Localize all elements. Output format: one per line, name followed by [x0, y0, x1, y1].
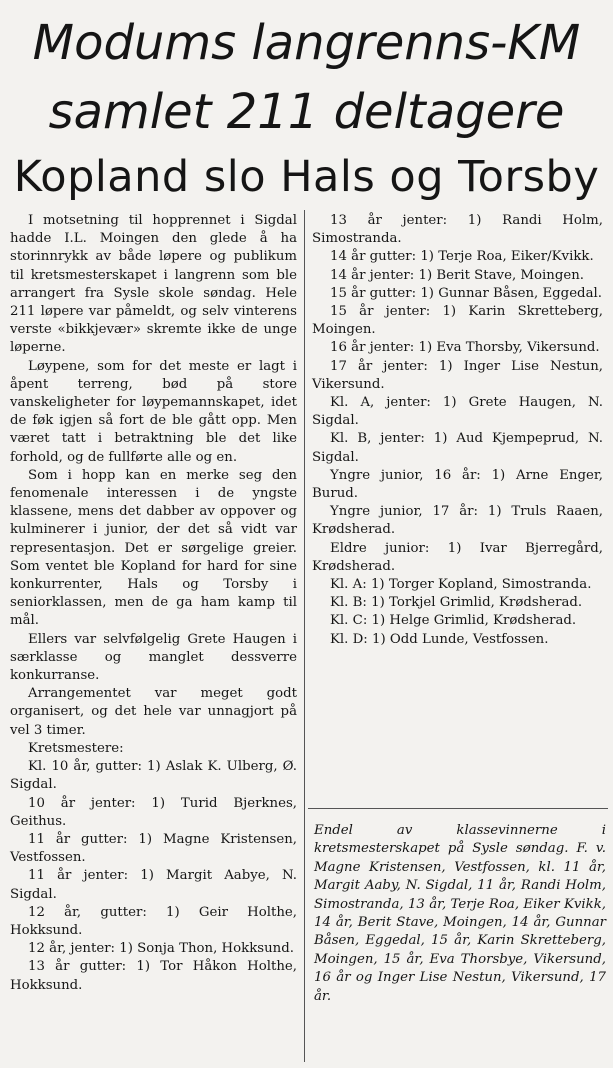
result-item: 14 år gutter: 1) Terje Roa, Eiker/Kvikk. [330, 249, 594, 265]
paragraph: Arrangementet var meget godt organisert, og det hele var unnagjort på vel 3 timer. [10, 686, 297, 738]
result-item: 12 år, gutter: 1) Geir Holthe, Hokksund. [10, 904, 297, 938]
result-item: 13 år jenter: 1) Randi Holm, Simostranda. [312, 213, 603, 247]
results-heading: Kretsmestere: [28, 740, 124, 756]
paragraph: Ellers var selvfølgelig Grete Haugen i særklasse og manglet dessverre konkurranse. [10, 631, 297, 684]
result-item: Kl. C: 1) Helge Grimlid, Krødsherad. [330, 613, 577, 629]
result-item: 15 år jenter: 1) Karin Skretteberg, Moingen. [312, 304, 603, 338]
result-item: 11 år jenter: 1) Margit Aabye, N. Sigdal. [10, 868, 297, 902]
result-item: Kl. A: 1) Torger Kopland, Simostranda. [330, 577, 592, 593]
result-item: Kl. B: 1) Torkjel Grimlid, Krødsherad. [330, 595, 583, 611]
result-item: Kl. D: 1) Odd Lunde, Vestfossen. [330, 631, 549, 647]
caption-divider [308, 808, 608, 809]
article-column-right [312, 212, 603, 649]
column-divider [304, 210, 305, 1062]
result-item: Yngre junior, 16 år: 1) Arne Enger, Burud. [312, 467, 603, 502]
article-column-left [10, 212, 297, 995]
result-item: 10 år jenter: 1) Turid Bjerknes, Geithus. [10, 795, 297, 829]
result-item: 16 år jenter: 1) Eva Thorsby, Vikersund. [330, 340, 600, 356]
result-item: 14 år jenter: 1) Berit Stave, Moingen. [330, 267, 585, 283]
headline-line-1: Modums langrenns-KM [32, 15, 581, 71]
paragraph: Løypene, som for det meste er lagt i åpent terreng, bød på store vanskeligheter for løypemannskapet, idet de føk igjen så fort de ble gått opp. Men været tatt i betraktning ble det like forhold, og de fullførte alle og en. [10, 358, 297, 465]
result-item: 15 år gutter: 1) Gunnar Båsen, Eggedal. [330, 285, 602, 301]
result-item: 13 år gutter: 1) Tor Håkon Holthe, Hokksund. [10, 959, 297, 993]
result-item: Kl. B, jenter: 1) Aud Kjempeprud, N. Sigdal. [312, 431, 603, 465]
result-item: Kl. 10 år, gutter: 1) Aslak K. Ulberg, Ø. Sigdal. [10, 759, 297, 793]
result-item: Kl. A, jenter: 1) Grete Haugen, N. Sigdal. [312, 395, 603, 429]
result-item: 12 år, jenter: 1) Sonja Thon, Hokksund. [28, 941, 294, 957]
result-item: 17 år jenter: 1) Inger Lise Nestun, Vikersund. [312, 358, 603, 392]
result-item: Yngre junior, 17 år: 1) Truls Raaen, Krødsherad. [312, 504, 603, 538]
result-item: 11 år gutter: 1) Magne Kristensen, Vestfossen. [10, 831, 297, 866]
paragraph: Som i hopp kan en merke seg den fenomenale interessen i de yngste klassene, mens det dabber av oppover og kulminerer i junior, der det så vidt var representasjon. Det er sørgelige greier. Som ventet ble Kopland for hard for sine konkurrenter, Hals og Torsby i seniorklassen, men de ga ham kamp til mål. [10, 467, 297, 629]
result-item: Eldre junior: 1) Ivar Bjerregård, Krødsherad. [312, 540, 603, 574]
subheadline: Kopland slo Hals og Torsby [13, 152, 600, 202]
paragraph: I motsetning til hopprennet i Sigdal hadde I.L. Moingen den glede å ha storinnrykk av både løpere og publikum til kretsmesterskapet i langrenn som ble arrangert fra Sysle skole søndag. Hele 211 løpere var påmeldt, og selv vinterens verste «bikkjevær» skremte ikke de unge løperne. [10, 213, 297, 356]
headline-line-2: samlet 211 deltagere [48, 84, 565, 140]
photo-caption: Endel av klassevinnerne i kretsmesterskapet på Sysle søndag. F. v. Magne Kristensen, Vestfossen, kl. 11 år, Margit Aaby, N. Sigdal, 11 år, Randi Holm, Simostranda, 13 år, Terje Roa, Eiker Kvikk, 14 år, Berit Stave, Moingen, 14 år, Gunnar Båsen, Eggedal, 15 år, Karin Skretteberg, Moingen, 15 år, Eva Thorsbye, Vikersund, 16 år og Inger Lise Nestun, Vikersund, 17 år. [314, 823, 606, 1004]
